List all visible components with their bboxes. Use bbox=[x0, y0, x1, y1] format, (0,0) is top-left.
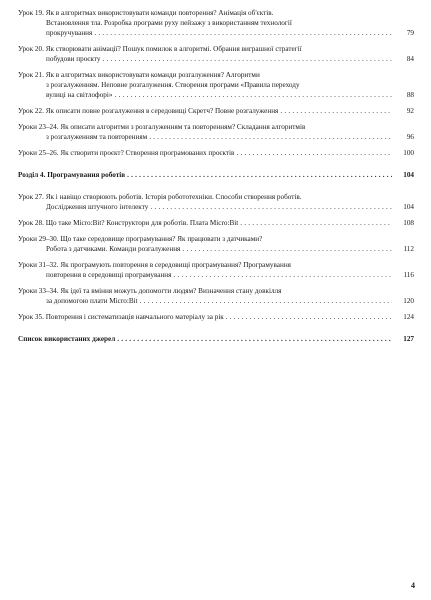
toc-page-number: 100 bbox=[403, 149, 414, 157]
toc-entry-title bbox=[18, 44, 414, 64]
toc-entry-line: Урок 21. Як в алгоритмах використовувати команди розгалуження? Алгоритми bbox=[18, 71, 260, 79]
toc-entry-title bbox=[18, 334, 414, 344]
toc-entry-title bbox=[18, 312, 414, 322]
toc-entry-title bbox=[18, 234, 414, 254]
toc-entry-title bbox=[18, 122, 414, 142]
toc-entry bbox=[18, 44, 414, 64]
toc-entry-line: Урок 28. Що таке Micro:Bit? Конструктори для роботів. Плата Micro:Bit . . . bbox=[18, 218, 392, 228]
toc-entry-line: Урок 35. Повторення і систематизація навчального матеріалу за рік . . . bbox=[18, 312, 392, 322]
toc-entry-title bbox=[18, 8, 414, 38]
toc-page-number: 120 bbox=[403, 297, 414, 305]
toc-entry-line: з розгалуженням. Неповне розгалуження. Створення програми «Правила переходу bbox=[46, 81, 300, 89]
toc-entry-line: Список використаних джерел . . . bbox=[18, 334, 392, 344]
toc-page-number: 116 bbox=[403, 271, 414, 279]
toc-entry-line: Уроки 23–24. Як описати алгоритми з розгалуженням та повторенням? Складання алгоритмів bbox=[18, 123, 306, 131]
toc-entry-line: Уроки 25–26. Як створити проєкт? Створення програмованих проєктів . . . bbox=[18, 148, 392, 158]
toc-entry-line: Урок 19. Як в алгоритмах використовувати команди повторення? Анімація об'єктів. bbox=[18, 9, 274, 17]
toc-page-number: 127 bbox=[403, 335, 414, 343]
toc-entry-line: повторення в середовищі програмування . . . bbox=[18, 270, 392, 280]
toc-entry-line: Розділ 4. Програмування роботів . . . bbox=[18, 170, 392, 180]
toc-page-number: 96 bbox=[406, 133, 414, 141]
toc-entry-title bbox=[18, 192, 414, 212]
toc-entry-title bbox=[18, 286, 414, 306]
toc-entry bbox=[18, 260, 414, 280]
toc-entry-line: Встановлення тла. Розробка програми руху пейзажу з використанням технології bbox=[46, 19, 292, 27]
toc-entry-title bbox=[18, 170, 414, 180]
toc-entry bbox=[18, 148, 414, 158]
toc-entry bbox=[18, 106, 414, 116]
toc-entry-line: Урок 20. Як створювати анімації? Пошук помилок в алгоритмі. Обрання виграшної стратегії bbox=[18, 45, 302, 53]
toc-entry-title bbox=[18, 260, 414, 280]
toc-entry bbox=[18, 70, 414, 100]
toc-entry-title bbox=[18, 70, 414, 100]
toc-entry-line: з розгалуженням та повторенням . . . bbox=[18, 132, 392, 142]
toc-entry-line: за допомогою плати Micro:Bit . . . bbox=[18, 296, 392, 306]
toc-entry-line: вулиці на світлофорі» . . . bbox=[18, 90, 392, 100]
page-number: 4 bbox=[411, 581, 415, 590]
toc-page-number: 84 bbox=[406, 55, 414, 63]
toc-entry-line: Урок 22. Як описати повне розгалуження в середовищі Скретч? Повне розгалуження . . . bbox=[18, 106, 392, 116]
toc-entry-line: Дослідження штучного інтелекту . . . bbox=[18, 202, 392, 212]
table-of-contents bbox=[18, 8, 414, 344]
toc-page-number: 88 bbox=[406, 91, 414, 99]
toc-entry bbox=[18, 218, 414, 228]
toc-entry bbox=[18, 192, 414, 212]
toc-section-heading bbox=[18, 170, 414, 180]
toc-entry-title bbox=[18, 106, 414, 116]
toc-page-number: 108 bbox=[403, 219, 414, 227]
toc-entry bbox=[18, 8, 414, 38]
toc-entry bbox=[18, 286, 414, 306]
toc-page-number: 92 bbox=[406, 107, 414, 115]
toc-entry bbox=[18, 234, 414, 254]
toc-page-number: 124 bbox=[403, 313, 414, 321]
toc-entry-line: Робота з датчиками. Команди розгалуження . . . bbox=[18, 244, 392, 254]
toc-page-number: 104 bbox=[403, 203, 414, 211]
toc-page-number: 112 bbox=[403, 245, 414, 253]
toc-page-number: 104 bbox=[403, 171, 414, 179]
toc-entry-title bbox=[18, 148, 414, 158]
toc-entry bbox=[18, 122, 414, 142]
toc-entry-line: Уроки 31–32. Як програмують повторення в середовищі програмування? Програмування bbox=[18, 261, 291, 269]
toc-entry-line: Уроки 29–30. Що таке середовище програмування? Як працювати з датчиками? bbox=[18, 235, 263, 243]
toc-entry-line: Уроки 33–34. Як ідеї та вміння можуть допомогти людям? Визначення стану довкілля bbox=[18, 287, 282, 295]
toc-entry-line: Урок 27. Як і навіщо створюють роботів. Історія робототехніки. Способи створення роботів. bbox=[18, 193, 302, 201]
toc-entry-line: прокручування . . . bbox=[18, 28, 392, 38]
toc-entry-title bbox=[18, 218, 414, 228]
toc-section-heading bbox=[18, 334, 414, 344]
toc-entry bbox=[18, 312, 414, 322]
toc-page-number: 79 bbox=[406, 29, 414, 37]
toc-entry-line: побудови проєкту . . . bbox=[18, 54, 392, 64]
